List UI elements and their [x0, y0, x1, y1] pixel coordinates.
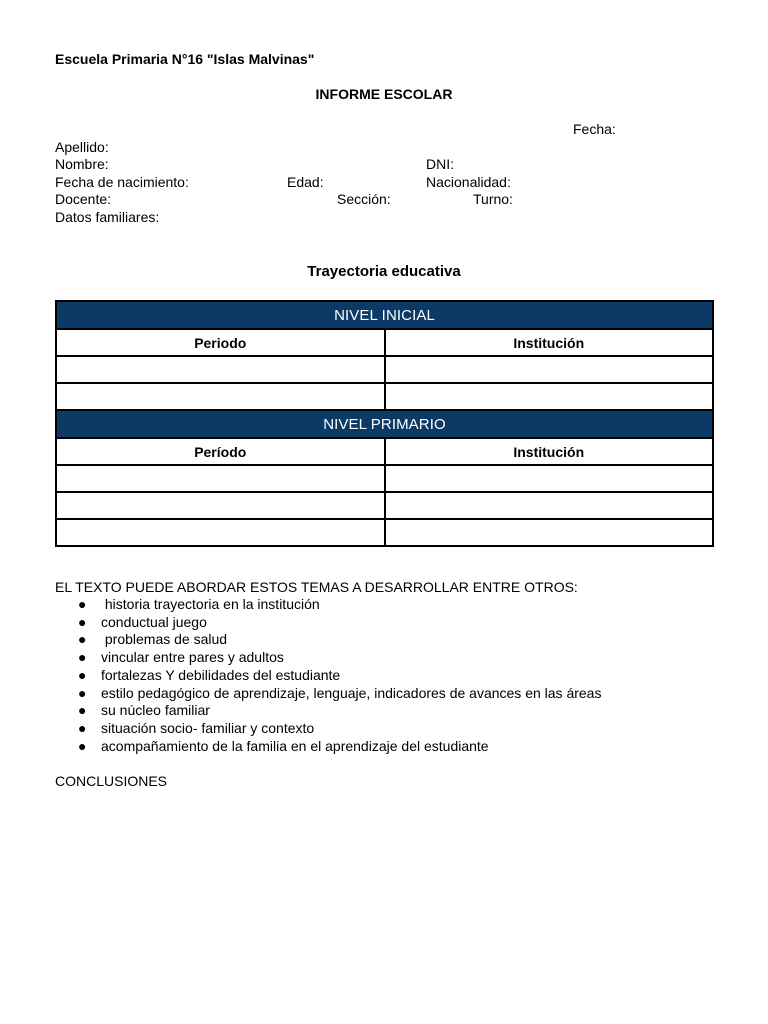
bullet-icon: ●: [78, 737, 87, 754]
topic-text: problemas de salud: [101, 631, 228, 648]
nombre-label: Nombre:: [55, 156, 109, 172]
nivel-primario-institucion-cell[interactable]: [385, 492, 714, 519]
bullet-icon: ●: [78, 649, 87, 666]
school-name: Escuela Primaria N°16 "Islas Malvinas": [55, 51, 315, 67]
table-row: [56, 383, 713, 410]
bullet-icon: ●: [78, 613, 87, 630]
nacionalidad-label: Nacionalidad:: [426, 174, 511, 190]
seccion-label: Sección:: [337, 191, 391, 207]
docente-label: Docente:: [55, 191, 112, 207]
fecha-nacimiento-label: Fecha de nacimiento:: [55, 174, 189, 190]
nivel-primario-periodo-cell[interactable]: [56, 492, 385, 519]
topics-list: [55, 596, 601, 755]
topic-text: conductual juego: [101, 613, 207, 630]
fecha-label: Fecha:: [573, 121, 616, 137]
turno-label: Turno:: [473, 191, 513, 207]
trayectoria-table: [55, 300, 714, 547]
topic-text: situación socio- familiar y contexto: [101, 719, 315, 736]
nivel-primario-band: NIVEL PRIMARIO: [56, 410, 713, 438]
nivel-primario-band-row: [56, 410, 713, 438]
nivel-inicial-institucion-header: Institución: [385, 329, 714, 356]
list-item: [55, 631, 601, 649]
list-item: [55, 738, 601, 756]
nivel-inicial-header-row: [56, 329, 713, 356]
conclusions-heading: CONCLUSIONES: [55, 773, 168, 789]
edad-label: Edad:: [287, 174, 324, 190]
nivel-inicial-institucion-cell[interactable]: [385, 383, 714, 410]
table-row: [56, 492, 713, 519]
list-item: [55, 685, 601, 703]
nivel-primario-periodo-header: Período: [56, 438, 385, 465]
bullet-icon: ●: [78, 684, 87, 701]
nivel-inicial-institucion-cell[interactable]: [385, 356, 714, 383]
nivel-inicial-periodo-cell[interactable]: [56, 383, 385, 410]
topic-text: historia trayectoria en la institución: [101, 596, 320, 612]
list-item: [55, 596, 601, 614]
table-row: [56, 465, 713, 492]
datos-familiares-label: Datos familiares:: [55, 209, 160, 225]
nivel-inicial-periodo-cell[interactable]: [56, 356, 385, 383]
topic-text: estilo pedagógico de aprendizaje, lenguaje, indicadores de avances en las áreas: [101, 684, 602, 701]
bullet-icon: ●: [78, 702, 87, 719]
bullet-icon: ●: [78, 666, 87, 683]
bullet-icon: ●: [78, 596, 87, 612]
topic-text: su núcleo familiar: [101, 702, 210, 719]
topic-text: fortalezas Y debilidades del estudiante: [101, 666, 341, 683]
list-item: [55, 649, 601, 667]
nivel-inicial-band-row: [56, 301, 713, 329]
list-item: [55, 720, 601, 738]
nivel-primario-periodo-cell[interactable]: [56, 465, 385, 492]
list-item: [55, 614, 601, 632]
apellido-label: Apellido:: [55, 139, 109, 155]
topic-text: acompañamiento de la familia en el aprendizaje del estudiante: [101, 737, 489, 754]
topics-intro: EL TEXTO PUEDE ABORDAR ESTOS TEMAS A DESARROLLAR ENTRE OTROS:: [55, 579, 578, 595]
list-item: [55, 702, 601, 720]
trayectoria-title: Trayectoria educativa: [307, 263, 461, 280]
nivel-primario-institucion-cell[interactable]: [385, 519, 714, 546]
nivel-primario-periodo-cell[interactable]: [56, 519, 385, 546]
table-row: [56, 356, 713, 383]
topic-text: vincular entre pares y adultos: [101, 649, 284, 666]
bullet-icon: ●: [78, 631, 87, 648]
nivel-primario-header-row: [56, 438, 713, 465]
table-row: [56, 519, 713, 546]
list-item: [55, 667, 601, 685]
nivel-inicial-band: NIVEL INICIAL: [56, 301, 713, 329]
bullet-icon: ●: [78, 719, 87, 736]
dni-label: DNI:: [426, 156, 454, 172]
nivel-primario-institucion-header: Institución: [385, 438, 714, 465]
nivel-inicial-periodo-header: Periodo: [56, 329, 385, 356]
nivel-primario-institucion-cell[interactable]: [385, 465, 714, 492]
document-title: INFORME ESCOLAR: [315, 86, 453, 102]
